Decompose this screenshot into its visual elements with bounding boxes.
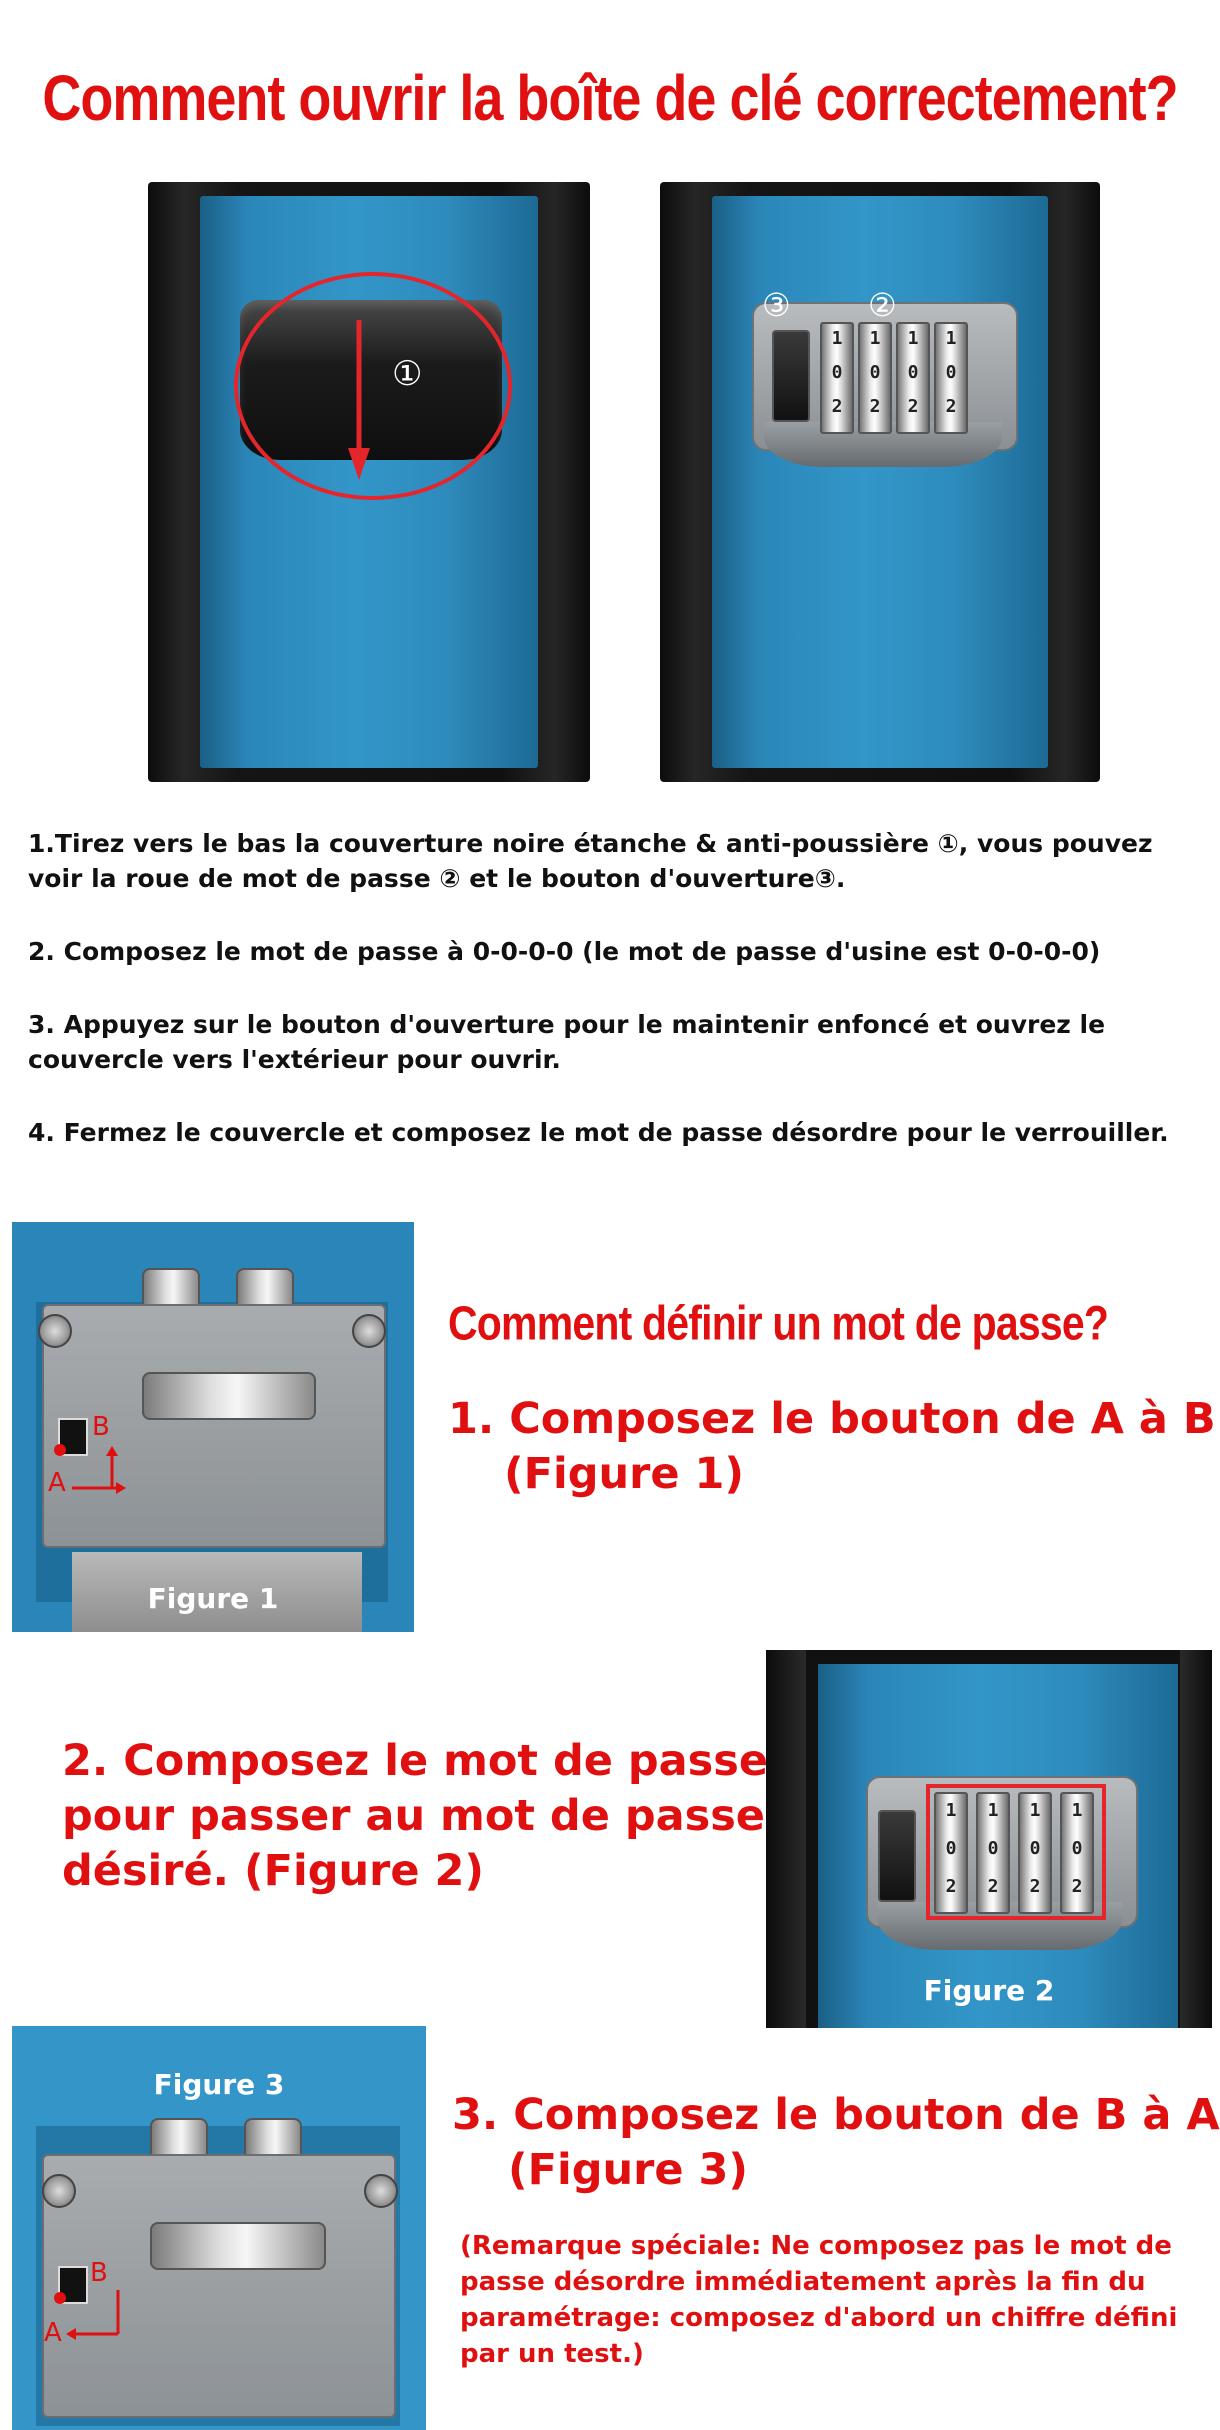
dial-wheel: 1 0 2	[1018, 1792, 1052, 1914]
lockbox-closed-image	[148, 182, 590, 782]
figure-3-image	[12, 2026, 426, 2430]
label-a: A	[48, 1468, 66, 1498]
set-step-2: 2. Composez le mot de passe pour passer au mot de passe désiré. (Figure 2)	[62, 1736, 769, 1896]
arrow-icon	[62, 2282, 132, 2342]
screw-icon	[364, 2174, 398, 2208]
instruction-step: 2. Composez le mot de passe à 0-0-0-0 (le mot de passe d'usine est 0-0-0-0)	[28, 937, 1101, 966]
dial-wheel: 1 0 2	[858, 322, 892, 434]
instruction-step: 1.Tirez vers le bas la couverture noire étanche & anti-poussière ①, vous pouvez voir la roue de mot de passe ② et le bouton d'ouverture③.	[28, 829, 1153, 893]
instruction-step: 4. Fermez le couvercle et composez le mot de passe désordre pour le verrouiller.	[28, 1118, 1169, 1147]
instructions-list	[28, 826, 1198, 1188]
open-button	[772, 330, 810, 422]
screw-icon	[42, 2174, 76, 2208]
special-note: (Remarque spéciale: Ne composez pas le mot de passe désordre immédiatement après la fin du paramétrage: composez d'abord un chiffre défini par un test.)	[460, 2231, 1178, 2369]
screw-icon	[352, 1314, 386, 1348]
set-step-3: 3. Composez le bouton de B à A (Figure 3)	[452, 2090, 1220, 2195]
set-step-1: 1. Composez le bouton de A à B (Figure 1)	[448, 1394, 1216, 1499]
figure-2-caption: Figure 2	[923, 1974, 1055, 2007]
dial-wheel: 1 0 2	[934, 1792, 968, 1914]
open-button	[878, 1810, 916, 1902]
dial-wheel: 1 0 2	[976, 1792, 1010, 1914]
label-b: B	[92, 1412, 110, 1442]
figure-1-caption: Figure 1	[147, 1582, 279, 1615]
arrow-icon	[68, 1444, 128, 1494]
dial-wheel: 1 0 2	[1060, 1792, 1094, 1914]
set-password-heading: Comment définir un mot de passe?	[448, 1296, 1109, 1351]
label-a: A	[44, 2318, 62, 2348]
dial-wheel: 1 0 2	[896, 322, 930, 434]
instruction-step: 3. Appuyez sur le bouton d'ouverture pour le maintenir enfoncé et ouvrez le couvercle vers l'extérieur pour ouvrir.	[28, 1010, 1106, 1074]
lockbox-dial-image	[660, 182, 1100, 782]
highlight-box	[926, 1784, 1106, 1920]
marker-1: ①	[392, 354, 423, 394]
marker-2: ②	[868, 286, 897, 324]
dial-wheel: 1 0 2	[820, 322, 854, 434]
page-title: Comment ouvrir la boîte de clé correctement?	[42, 63, 1178, 134]
label-b: B	[90, 2258, 108, 2288]
figure-1-image	[12, 1222, 414, 1632]
arrow-down-icon	[344, 320, 374, 480]
marker-3: ③	[762, 286, 791, 324]
dial-wheel: 1 0 2	[934, 322, 968, 434]
screw-icon	[38, 1314, 72, 1348]
figure-3-caption: Figure 3	[153, 2068, 285, 2101]
figure-2-image	[766, 1650, 1212, 2028]
